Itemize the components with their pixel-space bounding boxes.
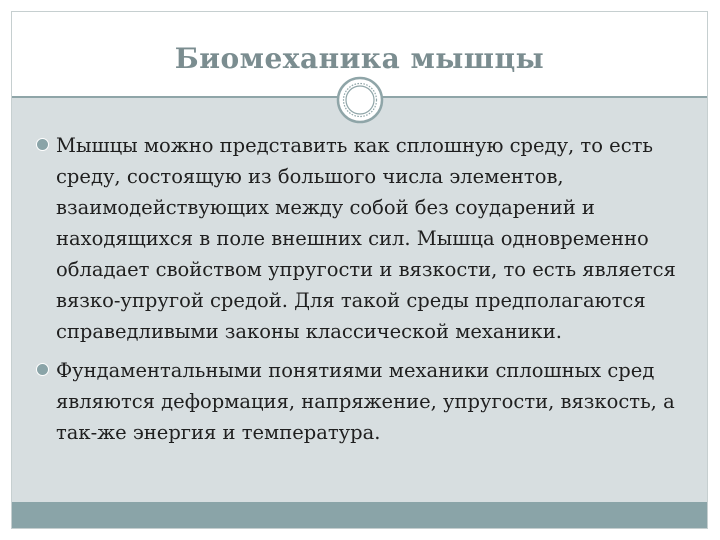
- bullet-item-1: [36, 130, 686, 347]
- circle-emblem-icon: [336, 76, 384, 124]
- bullet-text-2: Фундаментальными понятиями механики сплошных сред являются деформация, напряжение, упругости, вязкость, а так-же энергия и температура.: [56, 359, 675, 444]
- slide-title: Биомеханика мышцы: [174, 42, 545, 75]
- bottom-bar: [12, 502, 707, 528]
- bullet-item-2: [36, 355, 686, 448]
- bullet-list: [36, 130, 686, 456]
- round-bullet-icon: [36, 138, 49, 151]
- bullet-text-1: Мышцы можно представить как сплошную среду, то есть среду, состоящую из большого числа элементов, взаимодействующих между собой без соударений и находящихся в поле внешних сил. Мышца одновременно обладает свойством упругости и вязкости, то есть является вязко-упругой средой. Для такой среды предполагаются справедливыми законы классической механики.: [56, 134, 676, 343]
- round-bullet-icon: [36, 363, 49, 376]
